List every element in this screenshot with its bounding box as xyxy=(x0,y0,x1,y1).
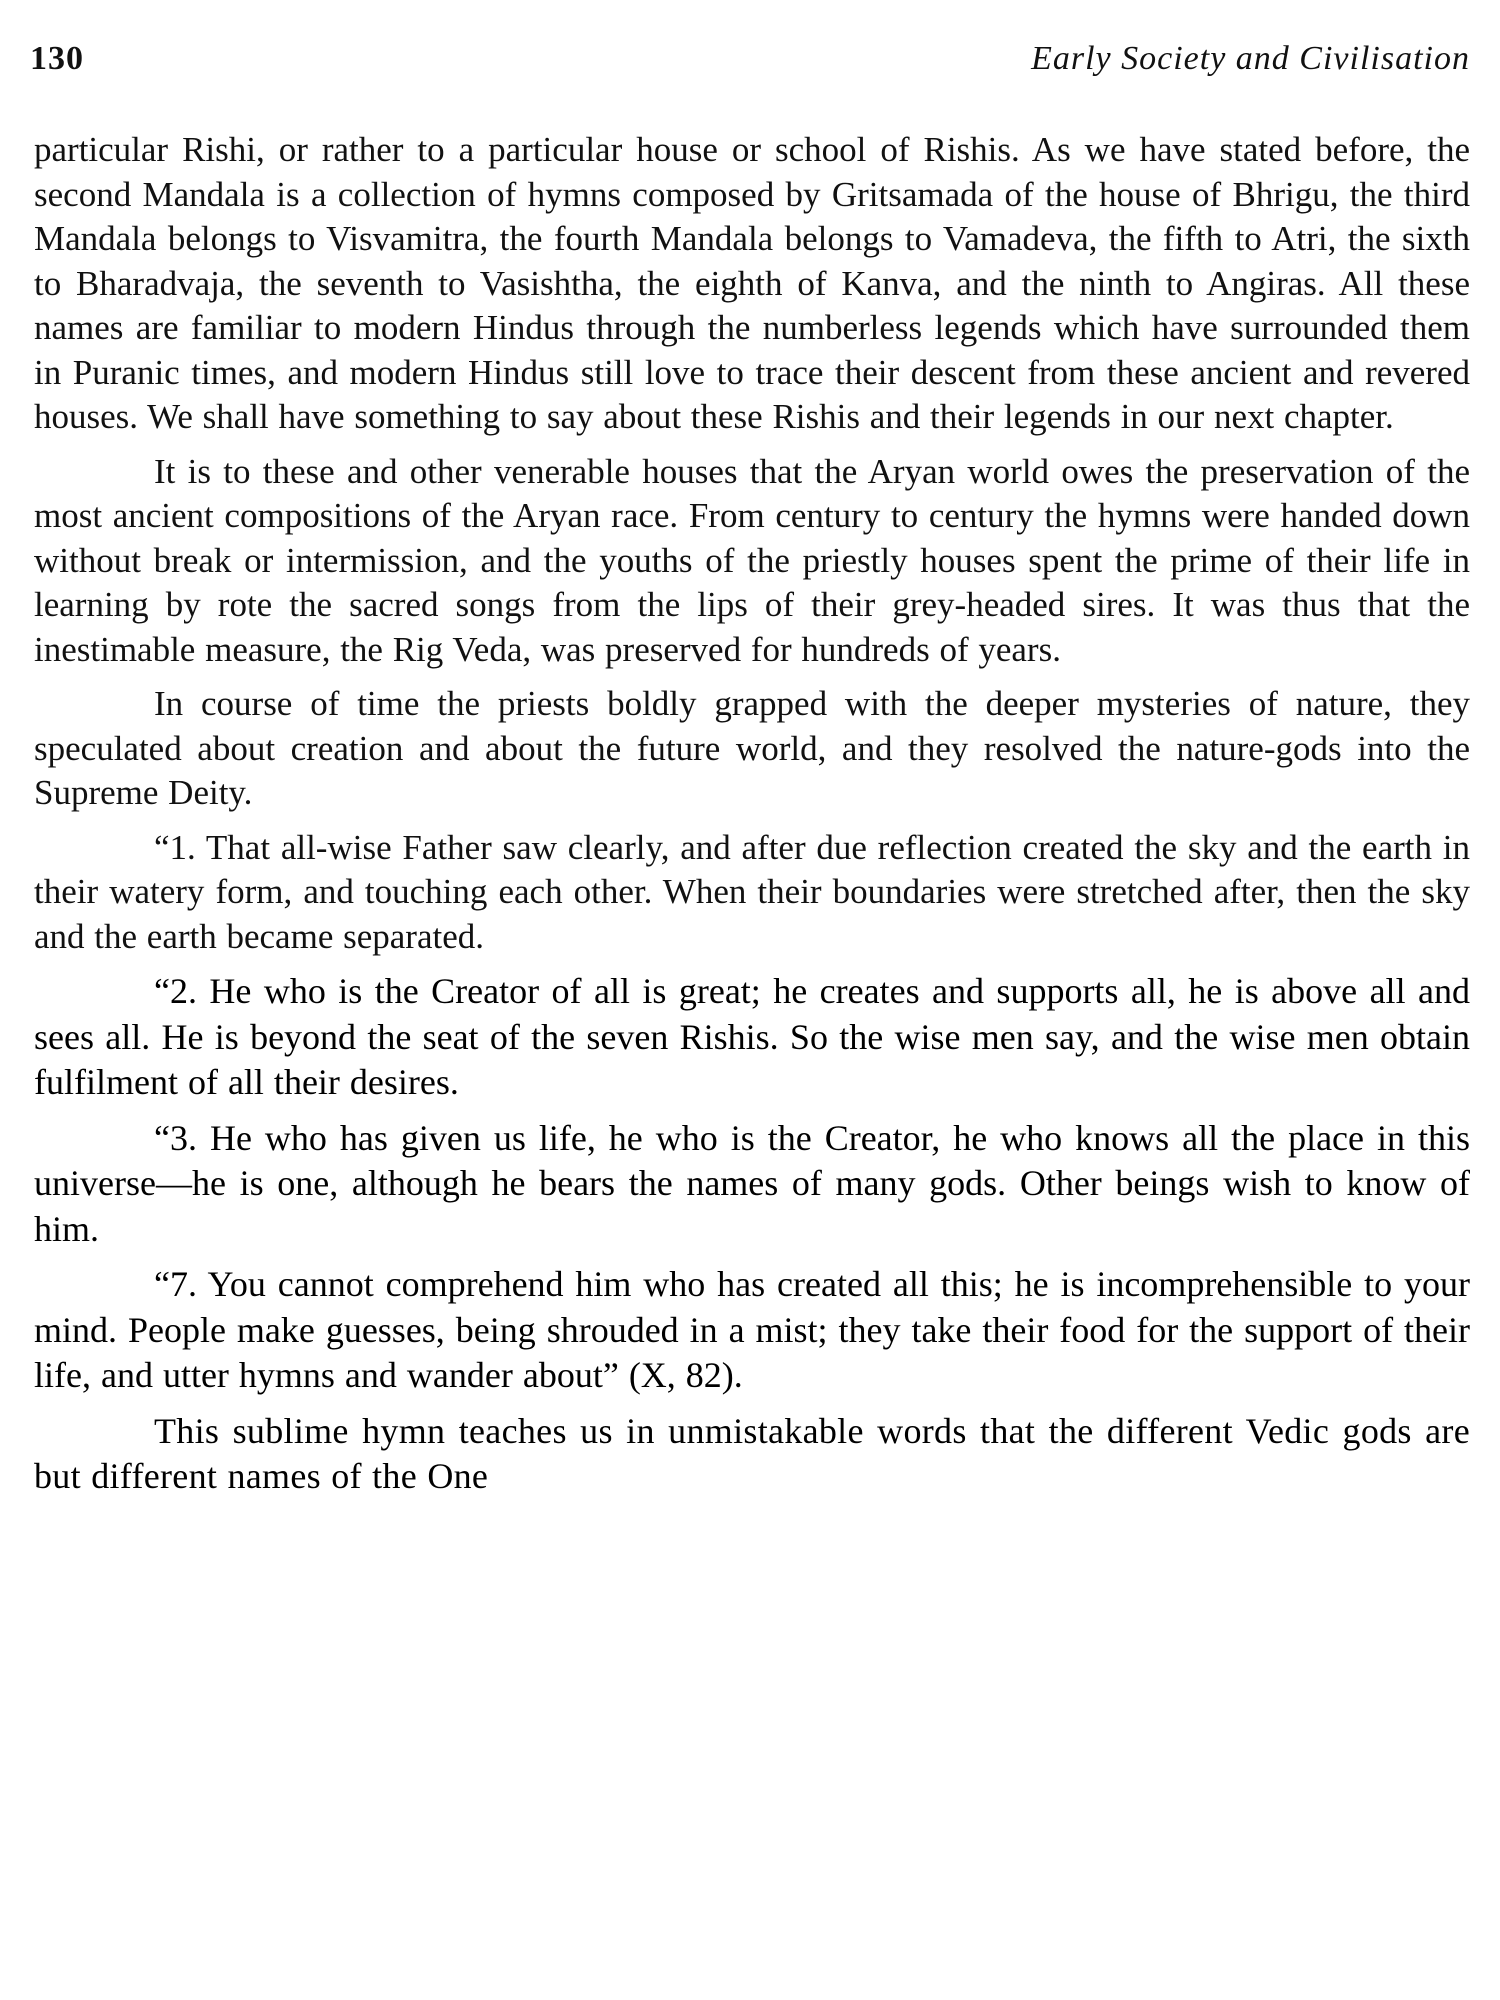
paragraph: This sublime hymn teaches us in unmistakable words that the different Vedic gods are but different names of the One xyxy=(34,1410,1470,1496)
paragraph: It is to these and other venerable houses that the Aryan world owes the preservation of the most ancient compositions of the Aryan race. From century to century the hymns were handed down without break or intermission, and the youths of the priestly houses spent the prime of their life in learning by rote the sacred songs from the lips of their grey-headed sires. It was thus that the inestimable measure, the Rig Veda, was preserved for hundreds of years. xyxy=(34,451,1470,669)
hymn-verse-1: “1. That all-wise Father saw clearly, and after due reflection created the sky and the earth in their watery form, and touching each other. When their boundaries were stretched after, then the sky and the earth became separated. xyxy=(34,827,1470,956)
hymn-verse-3: “3. He who has given us life, he who is the Creator, he who knows all the place in this universe—he is one, although he bears the names of many gods. Other beings wish to know of him. xyxy=(34,1117,1470,1249)
hymn-verse-2: “2. He who is the Creator of all is great; he creates and supports all, he is above all and sees all. He is beyond the seat of the seven Rishis. So the wise men say, and the wise men obtain fulfilment of all their desires. xyxy=(34,971,1470,1102)
paragraph: In course of time the priests boldly grapped with the deeper mysteries of nature, they speculated about creation and about the future world, and they resolved the nature-gods into the Supreme Deity. xyxy=(34,684,1470,812)
page-header xyxy=(30,40,1470,90)
paragraph-continued: particular Rishi, or rather to a particular house or school of Rishis. As we have stated before, the second Mandala is a collection of hymns composed by Gritsamada of the house of Bhrigu, the third Mandala belongs to Visvamitra, the fourth Mandala belongs to Vamadeva, the fifth to Atri, the sixth to Bharadvaja, the seventh to Vasishtha, the eighth of Kanva, and the ninth to Angiras. All these names are familiar to modern Hindus through the numberless legends which have surrounded them in Puranic times, and modern Hindus still love to trace their descent from these ancient and revered houses. We shall have something to say about these Rishis and their legends in our next chapter. xyxy=(34,130,1470,436)
hymn-verse-7: “7. You cannot comprehend him who has created all this; he is incomprehensible to your mind. People make guesses, being shrouded in a mist; they take their food for the support of their life, and utter hymns and wander about” (X, 82). xyxy=(34,1264,1470,1395)
body-text xyxy=(34,128,1470,1510)
page-number: 130 xyxy=(30,40,84,77)
running-title: Early Society and Civilisation xyxy=(1031,40,1470,77)
